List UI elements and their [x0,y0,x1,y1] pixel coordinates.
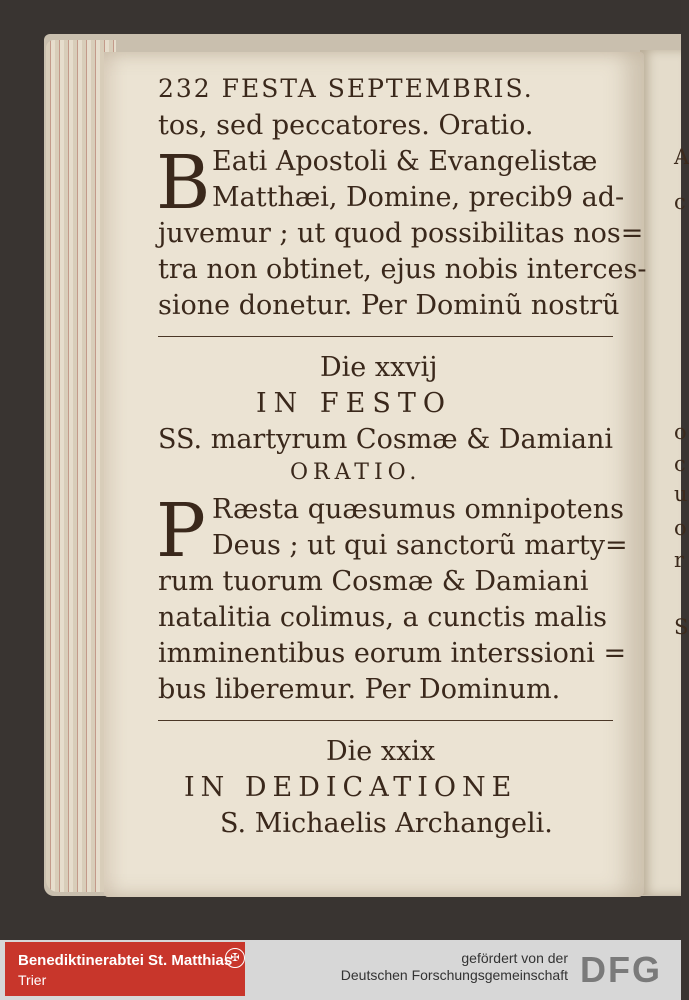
feast-heading: IN DEDICATIONE [184,772,518,803]
section-rule [158,336,613,337]
text-line: juvemur ; ut quod possibilitas nos= [158,218,644,249]
text-line: Matthæi, Domine, precib9 ad- [212,182,625,213]
drop-cap: B [156,140,211,226]
facing-letter: c [674,190,686,214]
abbey-emblem-icon: ✠ [225,948,245,968]
funder-name: Deutschen Forschungsgemeinschaft [340,967,568,983]
facing-letter: o [674,420,687,444]
facing-letter: S [674,615,689,639]
facing-letter: A [674,145,689,169]
text-line: sione donetur. Per Dominũ nostrũ [158,290,620,321]
oratio-heading: ORATIO. [290,460,422,485]
institution-city: Trier [18,972,47,988]
text-line: tos, sed peccatores. Oratio. [158,110,534,141]
text-line: natalitia colimus, a cunctis malis [158,602,607,633]
dfg-logo[interactable]: DFG [580,949,662,990]
footer-bar [0,940,681,1000]
section-rule [158,720,613,721]
text-line: Eati Apostoli & Evangelistæ [212,146,598,177]
drop-cap: P [156,488,206,574]
facing-letter: o [674,516,687,540]
facing-page [640,50,689,895]
text-line: bus liberemur. Per Dominum. [158,674,561,705]
facing-letter: r [674,548,685,572]
text-line: tra non obtinet, ejus nobis interces- [158,254,647,285]
funder-credit [341,950,568,984]
text-line: rum tuorum Cosmæ & Damiani [158,566,589,597]
institution-banner[interactable] [5,942,245,996]
feast-date: Die xxix [326,736,436,767]
funded-by-label: gefördert von der [461,950,568,966]
feast-heading: IN FESTO [256,388,452,419]
text-line: Ræsta quæsumus omnipotens [212,494,624,525]
page-header: 232 FESTA SEPTEMBRIS. [158,74,534,103]
institution-name: Benediktinerabtei St. Matthias [18,952,233,969]
facing-letter: c [674,452,686,476]
feast-date: Die xxvij [320,352,438,383]
feast-title: SS. martyrum Cosmæ & Damiani [158,424,613,455]
text-line: imminentibus eorum interssioni = [158,638,627,669]
text-line: Deus ; ut qui sanctorũ marty= [212,530,628,561]
facing-letter: u [674,482,688,506]
feast-title: S. Michaelis Archangeli. [220,808,553,839]
